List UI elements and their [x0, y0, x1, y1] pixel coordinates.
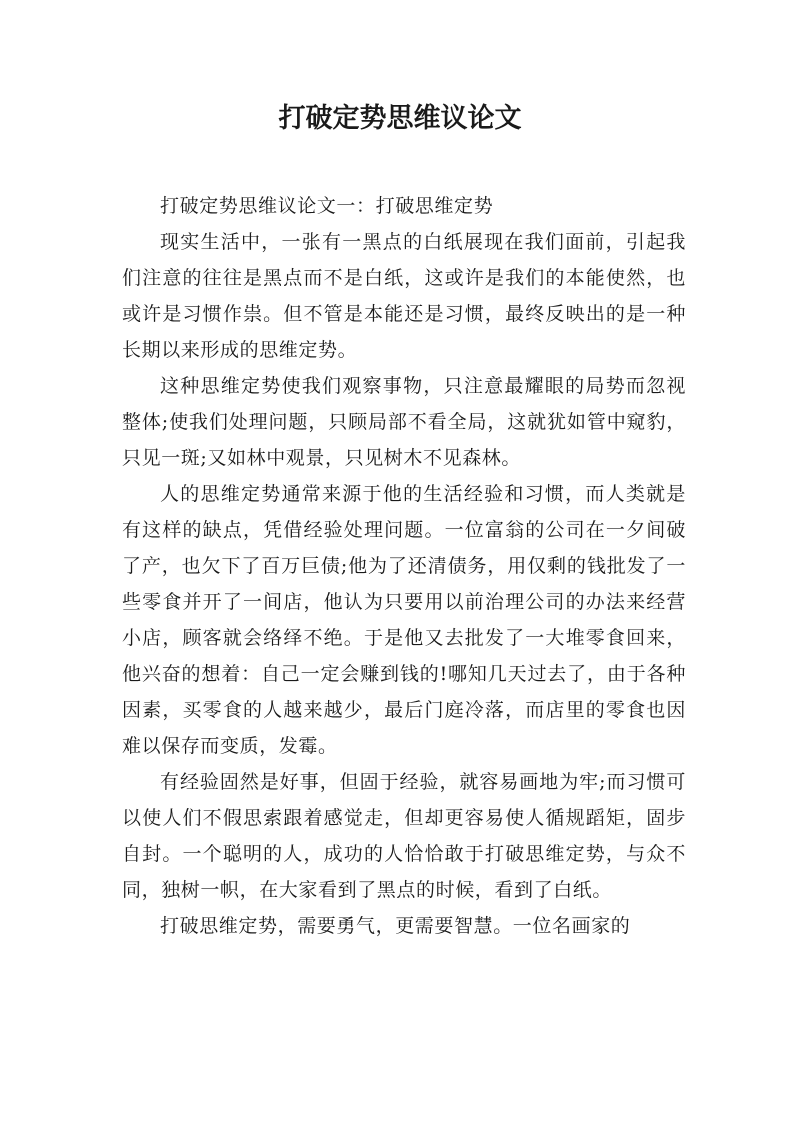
paragraph: 现实生活中，一张有一黑点的白纸展现在我们面前，引起我们注意的往往是黑点而不是白纸，这或许是我们的本能使然，也或许是习惯作祟。但不管是本能还是习惯，最终反映出的是一种长期以来形成的思维定势。	[122, 231, 686, 361]
document-body	[122, 188, 686, 944]
paragraph: 有经验固然是好事，但固于经验，就容易画地为牢;而习惯可以使人们不假思索跟着感觉走，但却更容易使人循规蹈矩，固步自封。一个聪明的人，成功的人恰恰敢于打破思维定势，与众不同，独树一帜，在大家看到了黑点的时候，看到了白纸。	[122, 771, 686, 901]
paragraph: 人的思维定势通常来源于他的生活经验和习惯，而人类就是有这样的缺点，凭借经验处理问题。一位富翁的公司在一夕间破了产，也欠下了百万巨债;他为了还清债务，用仅剩的钱批发了一些零食并开了一间店，他认为只要用以前治理公司的办法来经营小店，顾客就会络绎不绝。于是他又去批发了一大堆零食回来，他兴奋的想着：自己一定会赚到钱的!哪知几天过去了，由于各种因素，买零食的人越来越少，最后门庭冷落，而店里的零食也因难以保存而变质，发霉。	[122, 483, 686, 757]
document-title: 打破定势思维议论文	[278, 103, 522, 134]
paragraph: 打破思维定势，需要勇气，更需要智慧。一位名画家的	[160, 915, 631, 937]
paragraph: 这种思维定势使我们观察事物，只注意最耀眼的局势而忽视整体;使我们处理问题，只顾局部不看全局，这就犹如管中窥豹，只见一斑;又如林中观景，只见树木不见森林。	[122, 375, 686, 469]
paragraph-subtitle: 打破定势思维议论文一：打破思维定势	[160, 195, 494, 217]
